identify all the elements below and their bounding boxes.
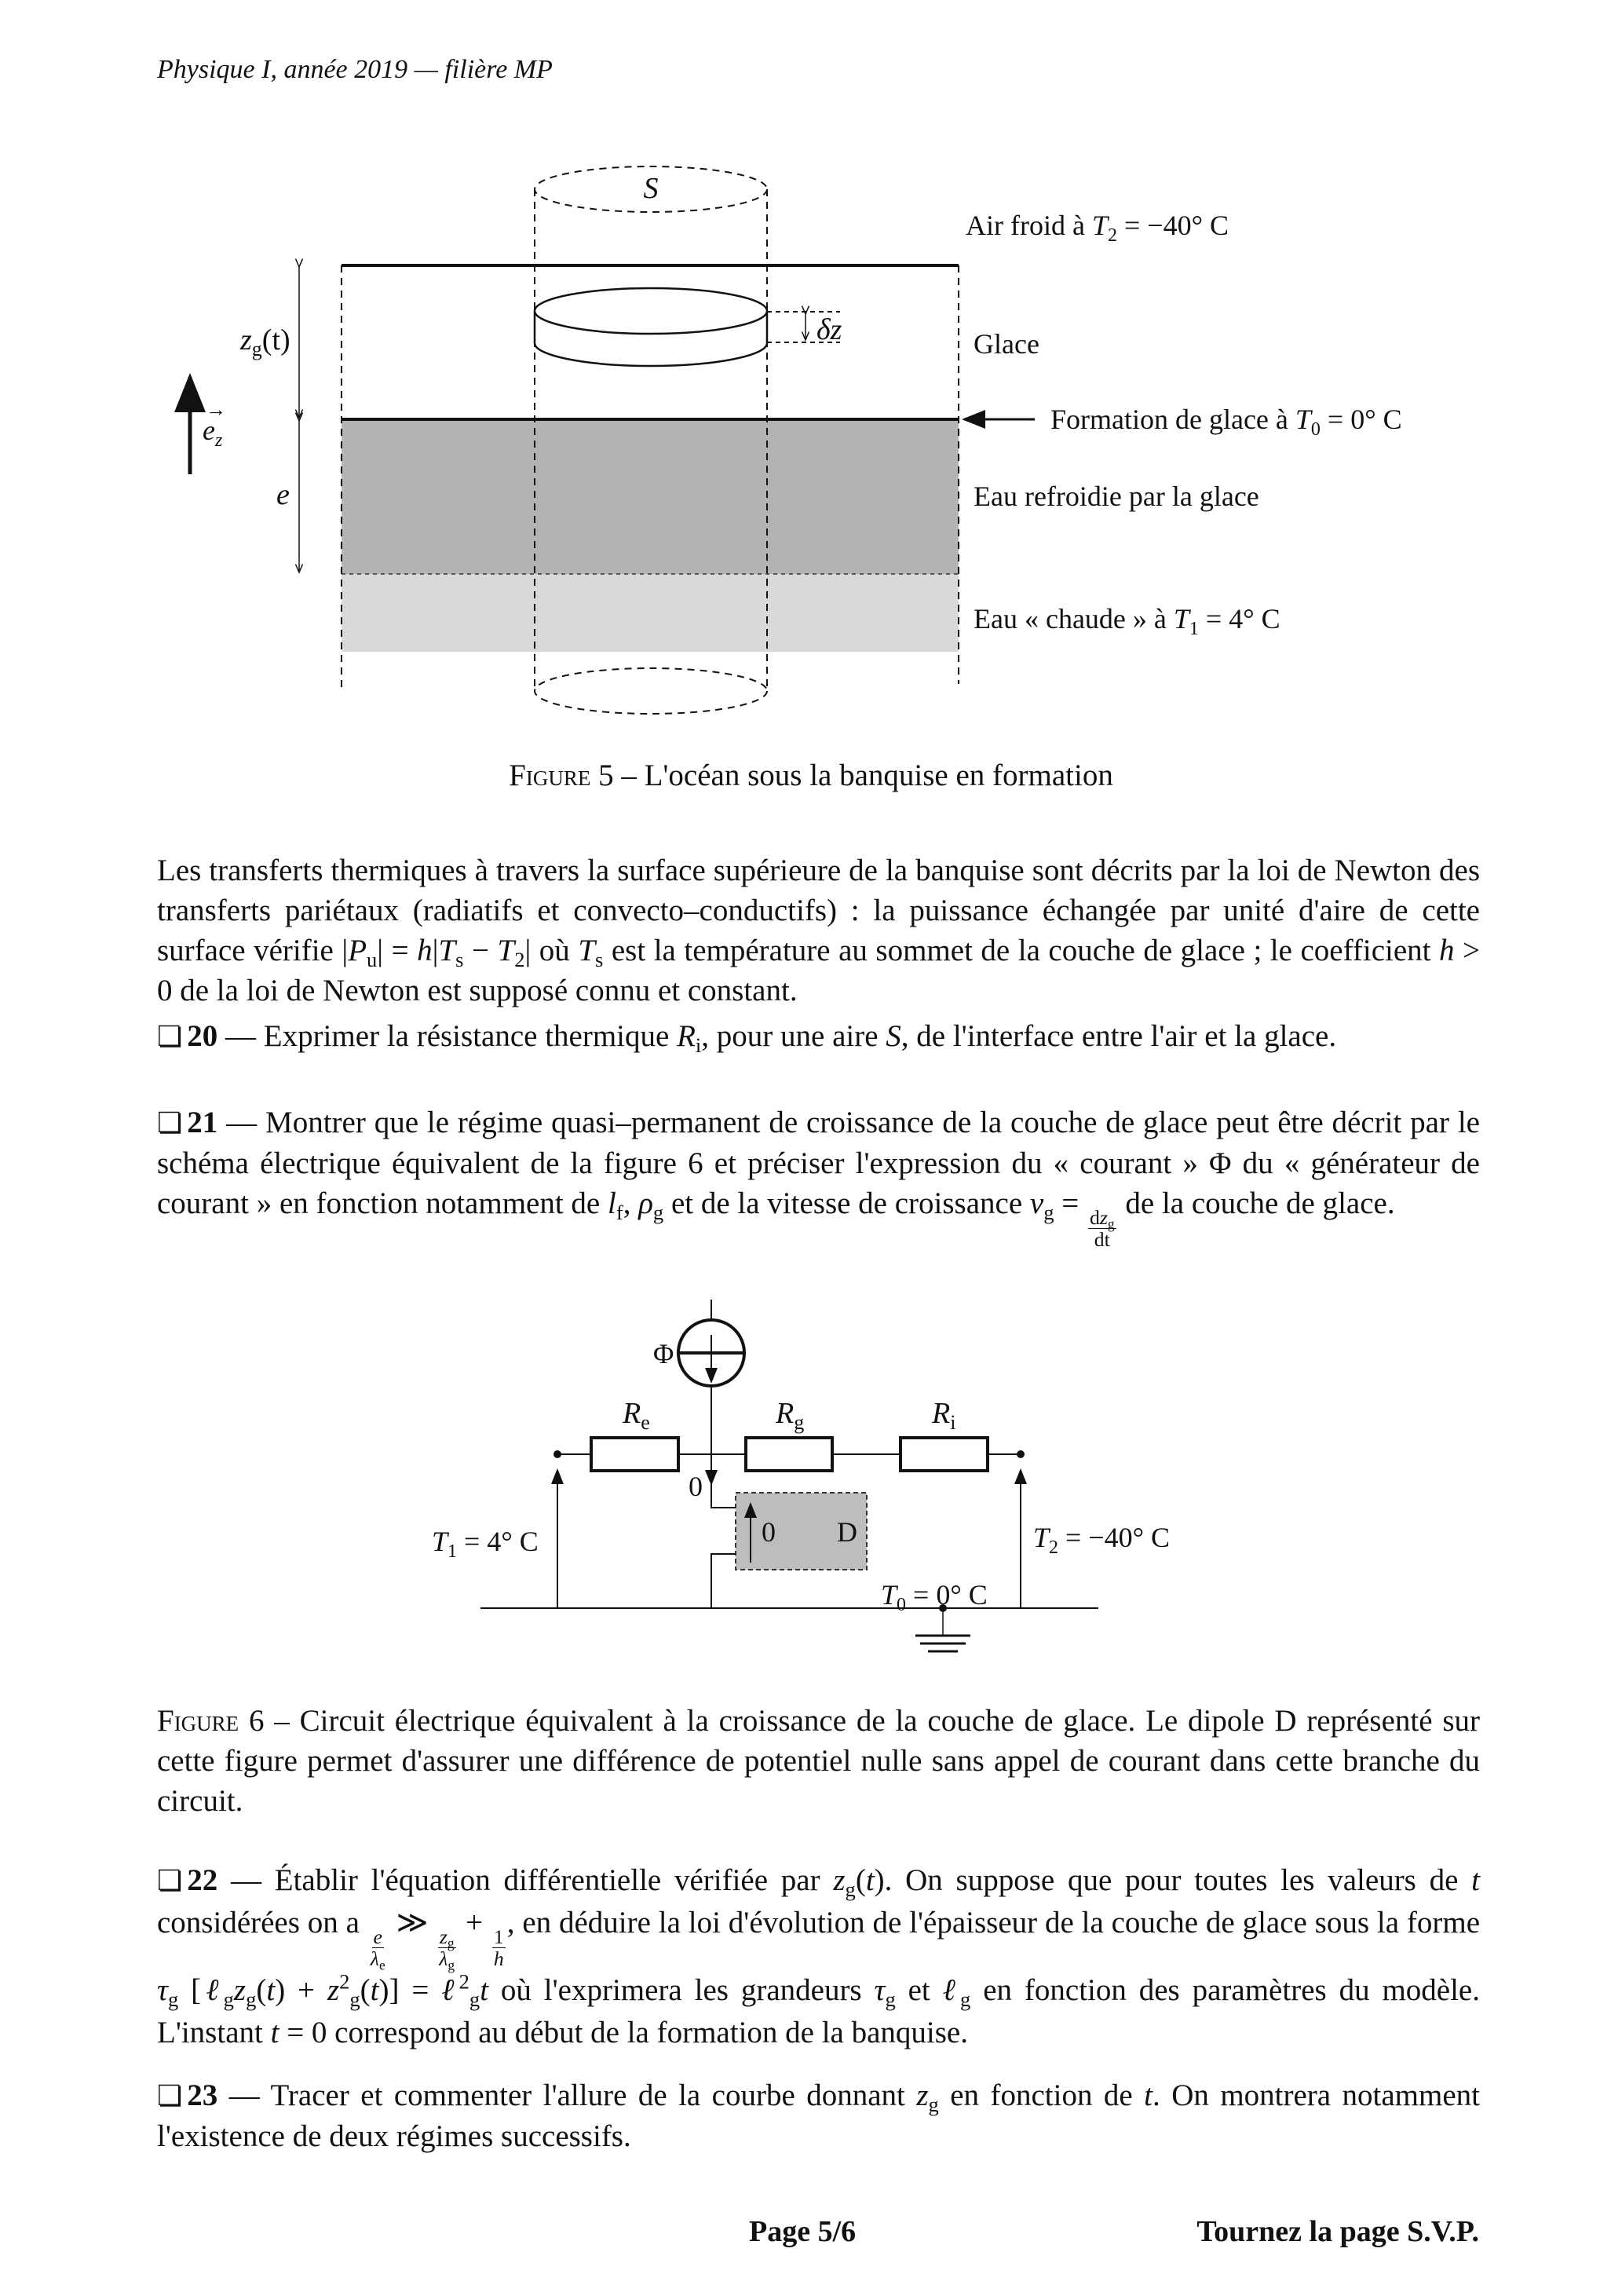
text-run: et de la vitesse de croissance	[663, 1186, 1030, 1220]
text-run: f	[616, 1200, 623, 1224]
caption-prefix: Figure 5	[509, 759, 614, 792]
resistor-re	[591, 1438, 678, 1471]
text-run: — Montrer que le régime quasi–permanent de croissance de la couche de glace peut être décrit par le schéma électrique équivalent de la figure 6 et préciser l'expression du « courant » Φ du « générateur de courant » en fonction notamment de	[157, 1106, 1480, 1220]
text-run: (	[855, 1863, 866, 1897]
resistor-ri-label: $R_i$	[932, 1397, 956, 1434]
checkbox-icon: ❏	[157, 2080, 183, 2111]
text-run: g	[167, 1987, 179, 2012]
question-text	[217, 1019, 1337, 1057]
text-run: P	[348, 934, 367, 967]
caption-text: – L'océan sous la banquise en formation	[613, 759, 1113, 792]
text-run: λ	[370, 1947, 379, 1971]
text-run: ℓ	[201, 1973, 224, 2008]
text-run: où l'exprimera les grandeurs	[488, 1973, 875, 2008]
text-run: — Établir l'équation différentielle vérifiée par	[217, 1863, 834, 1897]
text-run: ρ	[638, 1186, 653, 1220]
text-run	[1088, 1206, 1116, 1232]
warm-water-layer	[342, 574, 959, 652]
text-run	[437, 1947, 456, 1973]
cooled-water-label: Eau refroidie par la glace	[974, 481, 1259, 512]
text-run: . On montrera notamment l'existence de deux régimes successifs.	[157, 2078, 1480, 2153]
text-run: [	[178, 1973, 202, 2008]
resistor-ri	[901, 1438, 988, 1471]
text-run: | où	[524, 934, 579, 967]
question-23	[157, 2075, 1480, 2156]
text-run: z	[439, 1925, 448, 1949]
text-run: 2	[339, 1969, 350, 1994]
question-number: 23	[187, 2078, 218, 2112]
dipole-d-label: D	[837, 1516, 857, 1548]
caption-prefix: Figure 6	[157, 1704, 265, 1738]
text-run: S	[886, 1019, 901, 1053]
text-run: est la température au sommet de la couche de glace ; le coefficient	[603, 934, 1439, 967]
text-run: = 0 correspond au début de la formation de la banquise.	[279, 2016, 968, 2050]
text-run: g	[885, 1987, 896, 2012]
figure-6-caption	[157, 1701, 1480, 1821]
text-run: u	[367, 947, 378, 971]
text-run: dt	[1094, 1228, 1110, 1252]
question-22	[157, 1859, 1480, 2054]
figure-5-caption	[0, 755, 1622, 795]
vector-arrow-glyph: →	[206, 398, 226, 421]
fraction	[492, 1926, 506, 1969]
text-run: t	[1471, 1863, 1481, 1897]
text-run: z	[233, 1973, 247, 2008]
thickness-label: $z_g(t)$	[240, 324, 290, 360]
source-label: Φ	[653, 1338, 674, 1369]
text-run	[492, 1948, 506, 1969]
text-run: h	[417, 934, 433, 967]
cooled-water-layer	[342, 419, 959, 574]
text-run	[492, 1926, 506, 1948]
text-run: g	[469, 1987, 480, 2012]
question-text	[157, 1863, 1480, 2049]
page-number: Page 5/6	[749, 2215, 857, 2248]
text-run: g	[223, 1987, 234, 2012]
text-run: — Exprimer la résistance thermique	[217, 1019, 678, 1053]
surface-label: S	[643, 172, 659, 205]
text-run: g	[447, 1935, 455, 1951]
text-run: |	[432, 934, 439, 967]
text-run: , de l'interface entre l'air et la glace.	[901, 1019, 1337, 1053]
text-run: t	[1144, 2078, 1153, 2112]
text-run: l	[608, 1186, 616, 1220]
ice-slice-disk	[535, 288, 767, 366]
text-run: , pour une aire	[701, 1019, 886, 1053]
dz-label: δz	[816, 313, 842, 346]
text-run: g	[1043, 1200, 1054, 1224]
text-run: — Tracer et commenter l'allure de la courbe donnant	[217, 2078, 917, 2112]
t2-label: $T_2 = -40^\circ$ C	[1033, 1522, 1171, 1558]
text-run: Les transferts thermiques à travers la surface supérieure de la banquise sont décrits par la loi de Newton des transferts pariétaux (radiatifs et convecto–conductifs) : la puissance échangée par unité d'aire de cette surface vérifie |	[157, 854, 1480, 967]
resistor-rg	[746, 1438, 832, 1471]
question-number: 21	[187, 1106, 218, 1139]
text-run: h	[493, 1947, 504, 1971]
text-run	[372, 1926, 384, 1948]
question-21	[157, 1102, 1480, 1250]
text-run: g	[845, 1877, 856, 1901]
text-run: λ	[439, 1947, 448, 1971]
checkbox-icon: ❏	[157, 1107, 183, 1139]
text-run: g	[246, 1987, 257, 2012]
text-run: (	[256, 1973, 267, 2008]
text-run: ℓ	[441, 1973, 459, 2008]
formation-label: Formation de glace à $T_0 = 0^\circ$ C	[1050, 404, 1402, 440]
text-run: τ	[874, 1973, 886, 2008]
text-run: h	[1439, 934, 1455, 967]
text-run: z	[327, 1973, 340, 2008]
caption-text: – Circuit électrique équivalent à la croissance de la couche de glace. Le dipole D représenté sur cette figure permet d'assurer une différence de potentiel nulle sans appel de courant dans cette branche du circuit.	[157, 1704, 1480, 1818]
text-run: en fonction de	[938, 2078, 1145, 2112]
text-run: i	[695, 1033, 702, 1057]
text-run: t	[480, 1973, 489, 2008]
text-run: z	[1099, 1206, 1108, 1230]
fraction	[437, 1925, 456, 1973]
resistor-rg-label: $R_g$	[776, 1397, 805, 1434]
text-run: considérées on a	[157, 1906, 367, 1940]
text-run: z	[916, 2078, 929, 2112]
text-run: ) +	[275, 1973, 327, 2008]
text-run: R	[677, 1019, 696, 1053]
text-run: g	[960, 1987, 971, 2012]
fraction	[369, 1925, 387, 1973]
text-run: T	[578, 934, 596, 967]
text-run: e	[373, 1925, 382, 1949]
ice-label: Glace	[974, 328, 1039, 360]
text-run: ℓ	[942, 1973, 961, 2008]
text-run: ). On suppose que pour toutes les valeurs de	[874, 1863, 1472, 1897]
text-run: −	[463, 934, 498, 967]
intro-paragraph	[157, 850, 1480, 1011]
text-run: e	[378, 1957, 385, 1973]
text-run: t	[865, 1863, 875, 1897]
text-run: T	[497, 934, 515, 967]
text-run: 2	[514, 947, 525, 971]
text-run: | =	[377, 934, 418, 967]
text-run: 2	[458, 1969, 469, 1994]
text-run: t	[270, 2016, 279, 2050]
text-run: de la couche de glace.	[1117, 1186, 1395, 1220]
question-number: 20	[187, 1019, 218, 1053]
text-run: +	[458, 1906, 491, 1940]
text-run: =	[1054, 1186, 1087, 1220]
text-run: ≫	[388, 1906, 437, 1940]
turn-page-note: Tournez la page S.V.P.	[1196, 2215, 1479, 2248]
question-number: 22	[187, 1863, 218, 1897]
fraction	[1088, 1207, 1116, 1250]
figure-6-circuit	[0, 1288, 1622, 1680]
checkbox-icon: ❏	[157, 1865, 183, 1896]
question-20	[157, 1016, 1480, 1057]
text-run	[369, 1947, 387, 1973]
t1-label: $T_1 = 4^\circ$ C	[432, 1526, 539, 1562]
ground-icon	[915, 1608, 970, 1651]
text-run: s	[595, 947, 604, 971]
figure-5-ocean-diagram	[0, 0, 1622, 785]
text-run: (	[360, 1973, 371, 2008]
text-run: g	[928, 2092, 939, 2116]
zero-current-label: 0	[689, 1471, 703, 1502]
text-run: t	[266, 1973, 276, 2008]
zero-voltage-label: 0	[762, 1516, 776, 1548]
text-run: d	[1090, 1206, 1100, 1230]
text-run: g	[448, 1957, 455, 1973]
current-source	[678, 1320, 744, 1386]
page-header: Physique I, année 2019 — filière MP	[157, 55, 553, 84]
text-run: g	[349, 1987, 360, 2012]
text-run: s	[455, 947, 464, 971]
warm-water-label: Eau « chaude » à $T_1 = 4^\circ$ C	[974, 603, 1280, 639]
text-run: g	[1107, 1216, 1115, 1232]
text-run: τ	[157, 1973, 168, 2008]
question-text	[157, 1106, 1480, 1252]
text-run: z	[833, 1863, 846, 1897]
text-run: , en déduire la loi d'évolution de l'épaisseur de la couche de glace sous la forme	[506, 1906, 1480, 1940]
text-run: ,	[623, 1186, 639, 1220]
text-run	[1093, 1229, 1112, 1250]
text-run: T	[438, 934, 456, 967]
resistor-re-label: $R_e$	[623, 1397, 650, 1434]
t0-label: $T_0 = 0^\circ$ C	[881, 1579, 988, 1615]
text-run	[438, 1925, 456, 1951]
text-run: en fonction des paramètres du modèle. L'instant	[157, 1973, 1480, 2050]
ez-label: $e_z$	[203, 415, 223, 451]
question-text	[157, 2078, 1480, 2153]
text-run: v	[1029, 1186, 1044, 1220]
text-run: et	[895, 1973, 943, 2008]
checkbox-icon: ❏	[157, 1021, 183, 1052]
text-run: g	[652, 1200, 664, 1224]
text-run: t	[370, 1973, 379, 2008]
text-run: 1	[493, 1925, 504, 1949]
air-label: Air froid à $T_2 = -40^\circ$ C	[966, 210, 1229, 246]
text-run: > 0 de la loi de Newton est supposé connu et constant.	[157, 934, 1481, 1007]
text-run: )] =	[378, 1973, 442, 2008]
e-label: e	[276, 478, 290, 511]
